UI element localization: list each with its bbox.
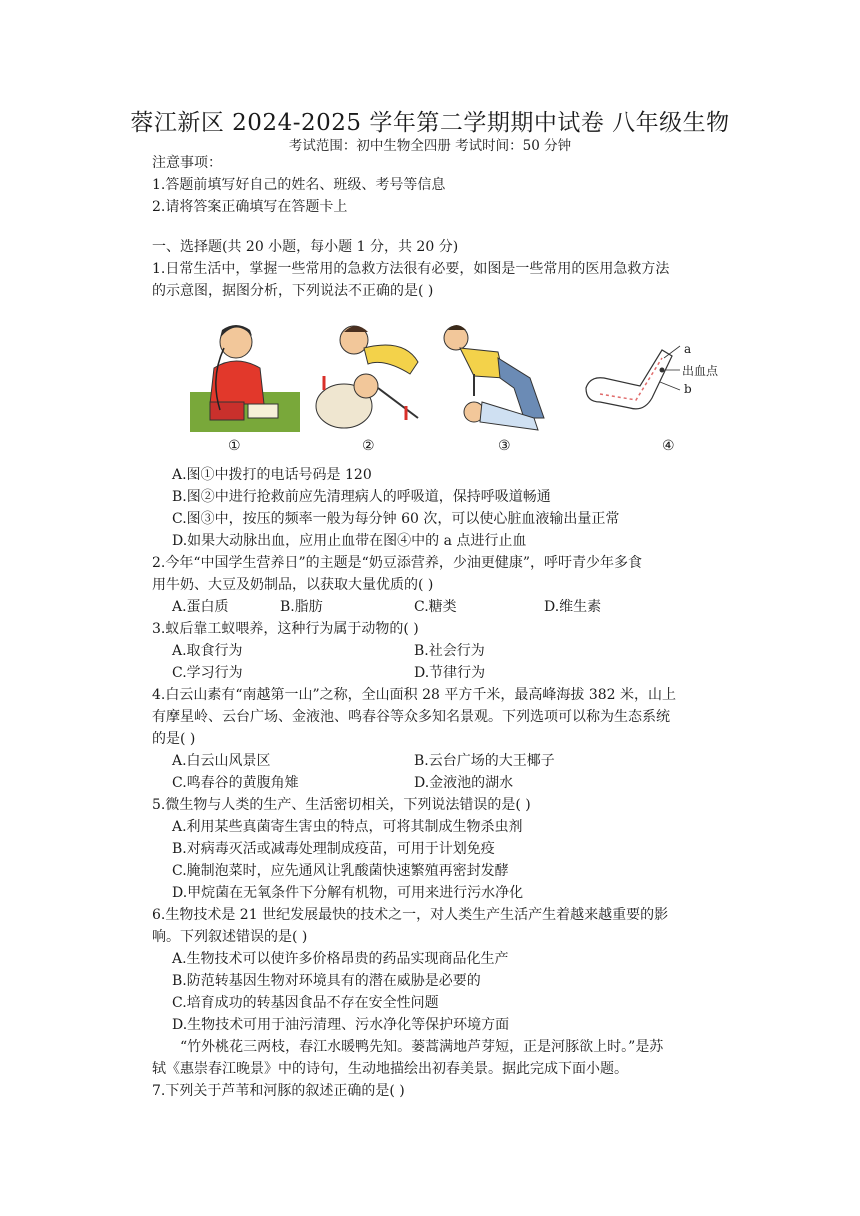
q1-stem-line1: 1.日常生活中，掌握一些常用的急救方法很有必要，如图是一些常用的医用急救方法 [152,261,670,277]
q1-option-c: C.图③中，按压的频率一般为每分钟 60 次，可以使心脏血液输出量正常 [172,511,620,527]
q6-option-d: D.生物技术可用于油污清理、污水净化等保护环境方面 [172,1017,510,1033]
q3-option-c: C.学习行为 [172,665,243,681]
figure-phone-call [190,318,310,454]
q6-option-a: A.生物技术可以使许多价格昂贵的药品实现商品化生产 [172,951,509,967]
figure-rescue-breathing [314,318,426,454]
q5-option-b: B.对病毒灭活或减毒处理制成疫苗，可用于计划免疫 [172,841,495,857]
passage-line2: 轼《惠崇春江晚景》中的诗句，生动地描绘出初春美景。据此完成下面小题。 [152,1061,628,1077]
q2-option-b: B.脂肪 [280,599,323,615]
figure-label-2: ② [362,438,375,454]
note-item-2: 2.请将答案正确填写在答题卡上 [152,199,348,215]
q2-option-c: C.糖类 [414,599,457,615]
q4-option-c: C.鸣春谷的黄腹角雉 [172,775,299,791]
section-heading: 一、选择题(共 20 小题，每小题 1 分，共 20 分) [152,239,459,255]
figure-label-1: ① [228,438,241,454]
q1-stem-line2: 的示意图，据图分析，下列说法不正确的是( ) [152,283,434,299]
figure4-label-bleeding-point: 出血点 [682,364,719,378]
q5-option-a: A.利用某些真菌寄生害虫的特点，可将其制成生物杀虫剂 [172,819,523,835]
figure-arm-bleeding [580,336,720,454]
note-item-1: 1.答题前填写好自己的姓名、班级、考号等信息 [152,177,446,193]
q6-stem-line1: 6.生物技术是 21 世纪发展最快的技术之一，对人类生产生活产生着越来越重要的影 [152,907,669,923]
q5-stem: 5.微生物与人类的生产、生活密切相关，下列说法错误的是( ) [152,797,531,813]
exam-info: 考试范围：初中生物全四册 考试时间：50 分钟 [288,138,572,154]
q2-option-d: D.维生素 [544,599,602,615]
figure4-label-b: b [684,382,692,396]
figure-chest-compression [434,318,574,454]
q4-option-a: A.白云山风景区 [172,753,271,769]
q3-option-b: B.社会行为 [414,643,485,659]
q1-option-b: B.图②中进行抢救前应先清理病人的呼吸道，保持呼吸道畅通 [172,489,551,505]
q2-stem-line2: 用牛奶、大豆及奶制品，以获取大量优质的( ) [152,577,434,593]
q3-option-a: A.取食行为 [172,643,243,659]
q6-option-c: C.培育成功的转基因食品不存在安全性问题 [172,995,439,1011]
q6-stem-line2: 响。下列叙述错误的是( ) [152,929,308,945]
q4-stem-line3: 的是( ) [152,731,196,747]
q6-option-b: B.防范转基因生物对环境具有的潜在威胁是必要的 [172,973,481,989]
passage-line1: “竹外桃花三两枝，春江水暖鸭先知。蒌蒿满地芦芽短，正是河豚欲上时。”是苏 [180,1039,664,1055]
q5-option-d: D.甲烷菌在无氧条件下分解有机物，可用来进行污水净化 [172,885,524,901]
q2-stem-line1: 2.今年“中国学生营养日”的主题是“奶豆添营养，少油更健康”，呼吁青少年多食 [152,555,642,571]
q1-option-d: D.如果大动脉出血，应用止血带在图④中的 a 点进行止血 [172,533,527,549]
q3-option-d: D.节律行为 [414,665,486,681]
q4-option-d: D.金液池的湖水 [414,775,514,791]
figure-label-4: ④ [662,438,675,454]
figure-label-3: ③ [498,438,511,454]
q1-option-a: A.图①中拨打的电话号码是 120 [172,467,372,483]
first-aid-figure [190,318,720,458]
figure4-label-a: a [684,342,692,356]
notes-heading: 注意事项： [152,155,222,171]
page-title: 蓉江新区 2024-2025 学年第二学期期中试卷 八年级生物 [130,110,730,136]
q5-option-c: C.腌制泡菜时，应先通风让乳酸菌快速繁殖再密封发酵 [172,863,509,879]
q7-stem: 7.下列关于芦苇和河豚的叙述正确的是( ) [152,1083,405,1099]
q4-option-b: B.云台广场的大王椰子 [414,753,555,769]
q2-option-a: A.蛋白质 [172,599,229,615]
q4-stem-line2: 有摩星岭、云台广场、金液池、鸣春谷等众多知名景观。下列选项可以称为生态系统 [152,709,670,725]
q3-stem: 3.蚁后靠工蚁喂养，这种行为属于动物的( ) [152,621,419,637]
q4-stem-line1: 4.白云山素有“南越第一山”之称，全山面积 28 平方千米，最高峰海拔 382 米，山上 [152,687,677,703]
